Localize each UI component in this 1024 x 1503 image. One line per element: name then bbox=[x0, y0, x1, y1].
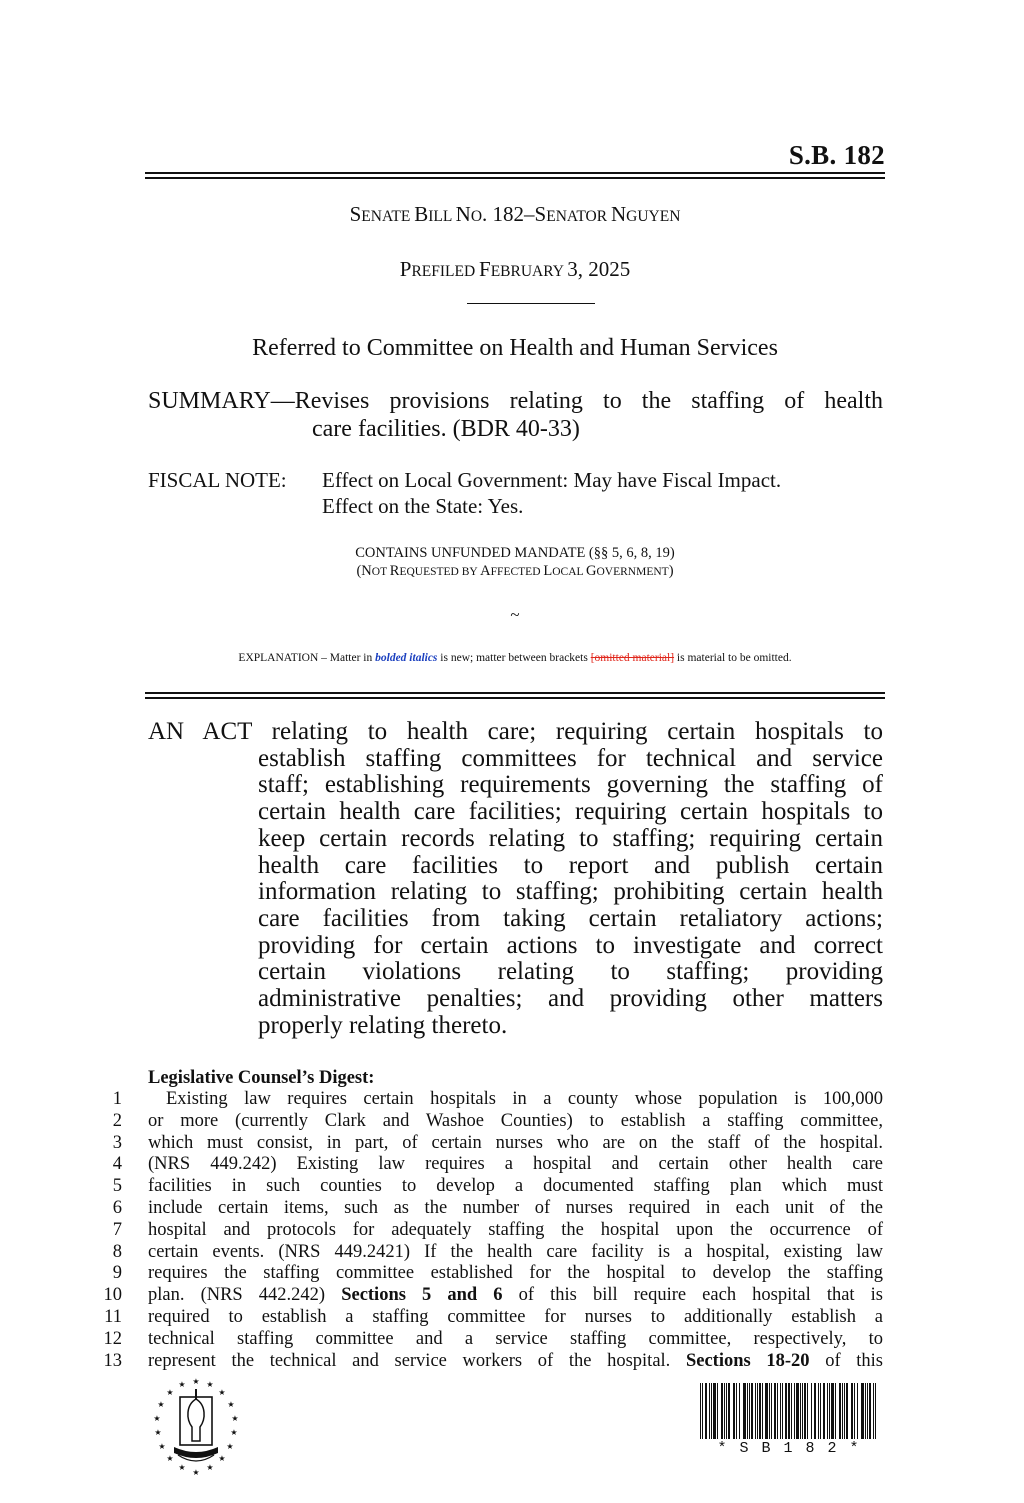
svg-text:★: ★ bbox=[154, 1428, 162, 1437]
section-rule bbox=[145, 697, 885, 699]
barcode-bar bbox=[765, 1383, 768, 1439]
barcode-bar bbox=[827, 1383, 828, 1439]
barcode-bar bbox=[814, 1383, 816, 1439]
digest-line: 10 plan. (NRS 442.242) Sections 5 and 6 of this bill require each hospital that is bbox=[100, 1285, 883, 1307]
line-number: 12 bbox=[103, 1328, 122, 1349]
barcode-bar bbox=[771, 1383, 772, 1439]
tilde-mark: ~ bbox=[510, 605, 520, 624]
barcode-bar bbox=[839, 1383, 841, 1439]
barcode-bar bbox=[780, 1383, 781, 1439]
barcode-bar bbox=[759, 1383, 761, 1439]
summary-line: SUMMARY—Revises provisions relating to the staffing of health bbox=[148, 388, 883, 414]
barcode-bar bbox=[811, 1383, 812, 1439]
line-number: 8 bbox=[112, 1241, 122, 1262]
act-line: properly relating thereto. bbox=[258, 1011, 508, 1039]
svg-text:★: ★ bbox=[230, 1428, 238, 1437]
svg-text:★: ★ bbox=[166, 1388, 174, 1397]
barcode-bar bbox=[782, 1383, 783, 1439]
svg-text:★: ★ bbox=[206, 1463, 214, 1472]
barcode-bar bbox=[711, 1383, 712, 1439]
act-line: certain health care facilities; requiring certain hospitals to bbox=[258, 798, 883, 826]
barcode-bar bbox=[818, 1383, 819, 1439]
act-title bbox=[148, 719, 883, 1039]
bill-number: S.B. 182 bbox=[788, 140, 885, 170]
barcode-bar bbox=[709, 1383, 710, 1439]
barcode-bar bbox=[733, 1383, 735, 1439]
barcode-bar bbox=[854, 1383, 855, 1439]
barcode-bar bbox=[835, 1383, 836, 1439]
line-number: 10 bbox=[103, 1285, 122, 1306]
barcode bbox=[700, 1383, 878, 1439]
digest-line: 13 represent the technical and service workers of the hospital. Sections 18-20 of this bbox=[100, 1351, 883, 1373]
svg-text:★: ★ bbox=[218, 1454, 226, 1463]
barcode-bar bbox=[844, 1383, 845, 1439]
barcode-bar bbox=[705, 1383, 707, 1439]
line-number: 5 bbox=[112, 1176, 122, 1197]
barcode-bar bbox=[802, 1383, 803, 1439]
svg-text:★: ★ bbox=[218, 1388, 226, 1397]
barcode-bar bbox=[857, 1383, 858, 1439]
explanation: EXPLANATION – Matter in bolded italics is new; matter between brackets [omitted material] is material to be omitted. bbox=[238, 652, 792, 664]
barcode-bar bbox=[769, 1383, 770, 1439]
svg-text:★: ★ bbox=[206, 1380, 214, 1389]
prefiled-date: PREFILED FEBRUARY 3, 2025 bbox=[399, 257, 631, 281]
divider bbox=[467, 303, 595, 304]
barcode-bar bbox=[743, 1383, 746, 1439]
digest-line: 4 (NRS 449.242) Existing law requires a hospital and certain other health care bbox=[100, 1154, 883, 1176]
line-number: 11 bbox=[104, 1306, 122, 1327]
barcode-bar bbox=[762, 1383, 763, 1439]
barcode-bar bbox=[721, 1383, 723, 1439]
barcode-bar bbox=[820, 1383, 821, 1439]
barcode-bar bbox=[739, 1383, 740, 1439]
barcode-bar bbox=[713, 1383, 716, 1439]
mandate-line: CONTAINS UNFUNDED MANDATE (§§ 5, 6, 8, 19) bbox=[355, 545, 675, 561]
act-line: information relating to staffing; prohibiting certain health bbox=[258, 878, 883, 906]
barcode-bar bbox=[867, 1383, 868, 1439]
barcode-bar bbox=[785, 1383, 787, 1439]
barcode-bar bbox=[717, 1383, 718, 1439]
barcode-bar bbox=[751, 1383, 753, 1439]
nevada-seal-icon bbox=[152, 1375, 240, 1477]
barcode-bar bbox=[777, 1383, 778, 1439]
barcode-bar bbox=[861, 1383, 864, 1439]
unfunded-mandate bbox=[145, 544, 885, 581]
act-line: administrative penalties; and providing other matters bbox=[258, 985, 883, 1013]
digest-line: 5 facilities in such counties to develop a documented staffing plan which must bbox=[100, 1176, 883, 1198]
line-number: 2 bbox=[112, 1110, 122, 1131]
line-number: 4 bbox=[112, 1154, 122, 1175]
act-line: health care facilities to report and publish certain bbox=[258, 851, 883, 879]
summary bbox=[148, 387, 883, 443]
fiscal-note-label: FISCAL NOTE: bbox=[148, 468, 287, 492]
svg-text:★: ★ bbox=[231, 1414, 239, 1423]
line-number: 9 bbox=[112, 1263, 122, 1284]
barcode-bar bbox=[794, 1383, 795, 1439]
barcode-bar bbox=[831, 1383, 834, 1439]
barcode-bar bbox=[842, 1383, 843, 1439]
svg-text:★: ★ bbox=[158, 1442, 166, 1451]
act-line: keep certain records relating to staffing; requiring certain bbox=[258, 824, 883, 852]
barcode-bar bbox=[796, 1383, 799, 1439]
barcode-bar bbox=[755, 1383, 756, 1439]
act-line: providing for certain actions to investigate and correct bbox=[258, 931, 883, 959]
act-line: certain violations relating to staffing; providing bbox=[258, 958, 883, 986]
barcode-bar bbox=[823, 1383, 825, 1439]
barcode-bar bbox=[774, 1383, 776, 1439]
fiscal-note bbox=[148, 467, 781, 519]
barcode-bar bbox=[875, 1383, 876, 1439]
line-number: 7 bbox=[112, 1219, 122, 1240]
barcode-bar bbox=[749, 1383, 750, 1439]
svg-text:★: ★ bbox=[153, 1414, 161, 1423]
section-rule bbox=[145, 692, 885, 694]
digest-line: 9 requires the staffing committee established for the hospital to develop the staffing bbox=[100, 1263, 883, 1285]
barcode-bar bbox=[869, 1383, 871, 1439]
svg-text:★: ★ bbox=[192, 1468, 200, 1477]
barcode-bar bbox=[873, 1383, 874, 1439]
barcode-bar bbox=[736, 1383, 737, 1439]
digest-line: 12 technical staffing committee and a service staffing committee, respectively, to bbox=[100, 1329, 883, 1351]
act-line: staff; establishing requirements governing the staffing of bbox=[258, 771, 883, 799]
barcode-bar bbox=[865, 1383, 866, 1439]
digest-body bbox=[100, 1089, 883, 1372]
svg-text:★: ★ bbox=[157, 1400, 165, 1409]
header-rule bbox=[145, 177, 885, 179]
omitted-matter-sample: [omitted material] bbox=[590, 652, 675, 664]
barcode-bar bbox=[807, 1383, 808, 1439]
barcode-bar bbox=[726, 1383, 727, 1439]
digest-line: 11 required to establish a staffing committee for nurses to additionally establish a bbox=[100, 1307, 883, 1329]
header-rule bbox=[145, 172, 885, 174]
barcode-bar bbox=[791, 1383, 792, 1439]
barcode-bar bbox=[757, 1383, 758, 1439]
barcode-text: * S B 1 8 2 * bbox=[717, 1440, 861, 1457]
summary-line: care facilities. (BDR 40-33) bbox=[312, 416, 580, 442]
barcode-bar bbox=[800, 1383, 801, 1439]
barcode-bar bbox=[724, 1383, 725, 1439]
digest-line: 7 hospital and protocols for adequately staffing the hospital upon the occurrence of bbox=[100, 1220, 883, 1242]
bill-title: SENATE BILL NO. 182–SENATOR NGUYEN bbox=[349, 202, 681, 226]
act-line: AN ACT relating to health care; requiring certain hospitals to bbox=[148, 718, 883, 745]
barcode-bar bbox=[700, 1383, 701, 1439]
act-line: establish staffing committees for technical and service bbox=[258, 744, 883, 772]
line-number: 6 bbox=[112, 1197, 122, 1218]
digest-line: 2 or more (currently Clark and Washoe Counties) to establish a staffing committee, bbox=[100, 1111, 883, 1133]
committee-referral: Referred to Committee on Health and Human Services bbox=[252, 335, 778, 361]
line-number: 1 bbox=[112, 1089, 122, 1109]
svg-text:★: ★ bbox=[166, 1454, 174, 1463]
digest-heading: Legislative Counsel’s Digest: bbox=[148, 1068, 375, 1088]
line-number: 13 bbox=[103, 1350, 122, 1371]
svg-text:★: ★ bbox=[227, 1400, 235, 1409]
barcode-bar bbox=[728, 1383, 730, 1439]
svg-text:★: ★ bbox=[178, 1380, 186, 1389]
svg-text:★: ★ bbox=[226, 1442, 234, 1451]
barcode-bar bbox=[804, 1383, 806, 1439]
barcode-bar bbox=[829, 1383, 830, 1439]
digest-line: 1 Existing law requires certain hospitals in a county whose population is 100,000 bbox=[100, 1089, 883, 1111]
act-line: care facilities from taking certain retaliatory actions; bbox=[258, 904, 883, 932]
svg-text:★: ★ bbox=[192, 1377, 200, 1386]
digest-line: 8 certain events. (NRS 449.2421) If the health care facility is a hospital, existing law bbox=[100, 1242, 883, 1264]
barcode-bar bbox=[702, 1383, 703, 1439]
barcode-bar bbox=[747, 1383, 748, 1439]
svg-text:★: ★ bbox=[178, 1463, 186, 1472]
digest-line: 3 which must consist, in part, of certain nurses who are on the staff of the hospital. bbox=[100, 1133, 883, 1155]
barcode-bar bbox=[788, 1383, 790, 1439]
new-matter-sample: bolded italics bbox=[375, 652, 438, 664]
digest-line: 6 include certain items, such as the number of nurses required in each unit of the bbox=[100, 1198, 883, 1220]
fiscal-state: Effect on the State: Yes. bbox=[322, 494, 524, 518]
fiscal-local: Effect on Local Government: May have Fiscal Impact. bbox=[322, 468, 782, 492]
line-number: 3 bbox=[112, 1132, 122, 1153]
barcode-bar bbox=[846, 1383, 848, 1439]
mandate-qualifier: (NOT REQUESTED BY AFFECTED LOCAL GOVERNMENT) bbox=[356, 563, 674, 579]
barcode-bar bbox=[851, 1383, 853, 1439]
